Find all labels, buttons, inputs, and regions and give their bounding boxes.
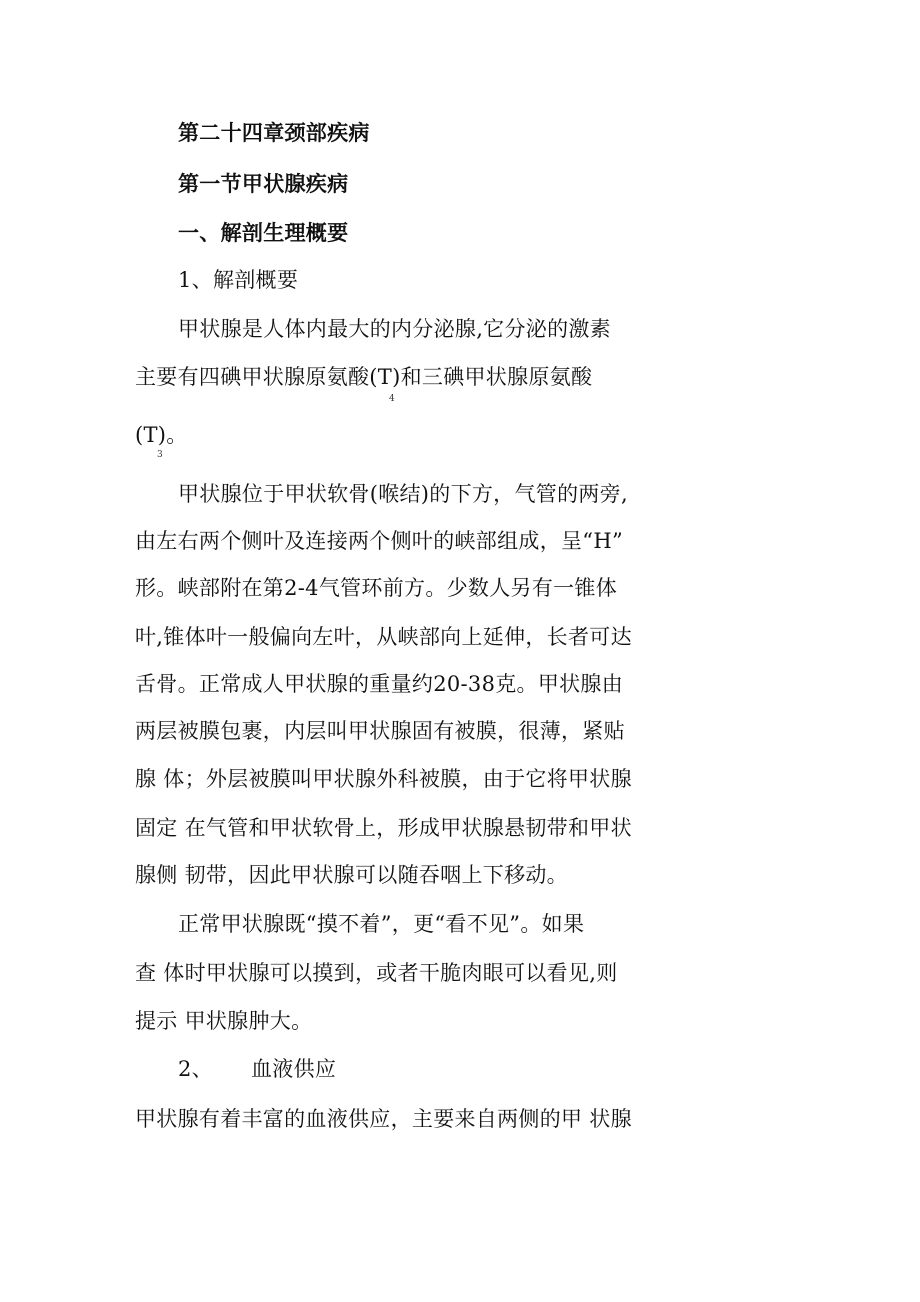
subsection-title-2 [178, 1056, 336, 1082]
part-title: 一、解剖生理概要 [178, 221, 349, 245]
section-title: 第一节甲状腺疾病 [178, 172, 349, 196]
subsection-number-2: 2、 [178, 1057, 213, 1081]
paragraph-2-line-6: 两层被膜包裹，内层叫甲状腺固有被膜，很薄，紧贴 [135, 719, 625, 743]
subsection-title-1: 1、解剖概要 [178, 268, 299, 292]
paragraph-2-line-9: 腺侧 韧带，因此甲状腺可以随吞咽上下移动。 [135, 863, 568, 887]
subsection-label-2: 血液供应 [250, 1057, 337, 1081]
paragraph-2-line-4: 叶,锥体叶一般偏向左叶，从峡部向上延伸，长者可达 [135, 625, 632, 649]
paragraph-2-line-8: 固定 在气管和甲状软骨上，形成甲状腺悬韧带和甲状 [135, 816, 632, 840]
paragraph-2-line-1: 甲状腺位于甲状软骨(喉结)的下方，气管的两旁, [178, 482, 628, 506]
paragraph-1-line-3: (T)。 [135, 423, 188, 447]
paragraph-3-line-2: 查 体时甲状腺可以摸到，或者干脆肉眼可以看见,则 [135, 961, 618, 985]
paragraph-3-line-3: 提示 甲状腺肿大。 [135, 1009, 313, 1033]
chapter-title: 第二十四章颈部疾病 [178, 121, 370, 145]
paragraph-2-line-3: 形。峡部附在第2-4气管环前方。少数人另有一锥体 [135, 576, 618, 600]
paragraph-2-line-7: 腺 体；外层被膜叫甲状腺外科被膜，由于它将甲状腺 [135, 767, 632, 791]
paragraph-4-line-1: 甲状腺有着丰富的血液供应，主要来自两侧的甲 状腺 [135, 1107, 632, 1131]
paragraph-3-line-1: 正常甲状腺既“摸不着”，更“看不见”。如果 [178, 912, 585, 936]
paragraph-2-line-5: 舌骨。正常成人甲状腺的重量约20-38克。甲状腺由 [135, 672, 624, 696]
subscript-4: 4 [389, 394, 395, 404]
paragraph-1-line-2: 主要有四碘甲状腺原氨酸(T)和三碘甲状腺原氨酸 [135, 365, 593, 389]
subscript-3: 3 [157, 450, 163, 460]
paragraph-2-line-2: 由左右两个侧叶及连接两个侧叶的峡部组成，呈“H” [135, 529, 623, 553]
paragraph-1-line-1: 甲状腺是人体内最大的内分泌腺,它分泌的激素 [178, 317, 611, 341]
